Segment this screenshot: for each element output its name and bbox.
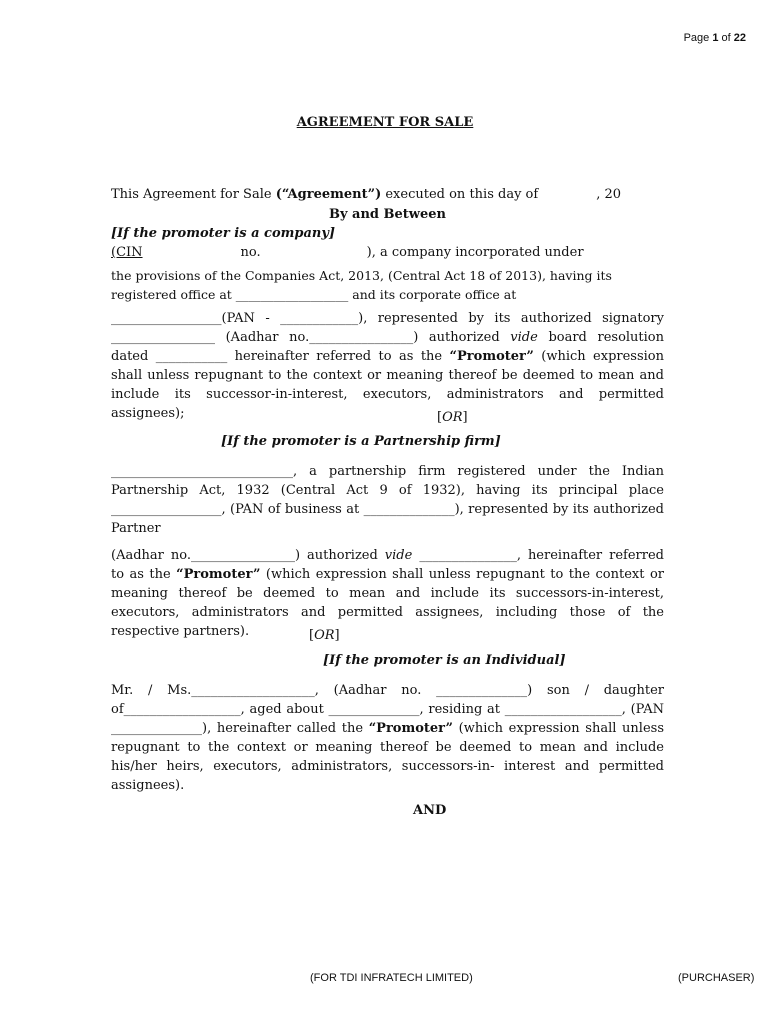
- and-separator: AND: [413, 803, 447, 818]
- or-separator-1: [OR]: [437, 410, 468, 425]
- individual-paragraph: Mr. / Ms.___________________, (Aadhar no. ______________) son / daughter of__________________, aged about ______________, residing at __________________, (PAN ______________), hereinafter called the “Promoter” (which expression shall unless repugnant to the context or meaning thereof be deemed to mean and include his/her heirs, executors, administrators, successors-in- interest and permitted assignees).: [111, 683, 664, 793]
- by-and-between: By and Between: [328, 207, 446, 222]
- footer-promoter-sign: (FOR TDI INFRATECH LIMITED): [310, 972, 473, 984]
- partnership-heading: [If the promoter is a Partnership firm]: [221, 434, 501, 449]
- individual-heading: [If the promoter is an Individual]: [323, 653, 566, 668]
- or-separator-2: [OR]: [309, 628, 340, 643]
- document-title: AGREEMENT FOR SALE: [296, 115, 474, 130]
- company-heading: [If the promoter is a company]: [111, 226, 336, 241]
- page-current: 1: [712, 32, 719, 44]
- footer-purchaser-sign: (PURCHASER): [678, 972, 755, 984]
- company-provisions: the provisions of the Companies Act, 2013, (Central Act 18 of 2013), having its registered office at __________________ and its corporate office at: [111, 268, 612, 302]
- partnership-paragraph-1: ____________________________, a partnership firm registered under the Indian Partnership Act, 1932 (Central Act 9 of 1932), having its principal place _________________, (PAN of business at ______________), represented by its authorized Partner: [111, 464, 664, 536]
- page-number: Page 1 of 22: [683, 32, 746, 44]
- intro-line: This Agreement for Sale (“Agreement”) executed on this day of , 20: [111, 187, 621, 202]
- partnership-paragraph-2: (Aadhar no.________________) authorized vide _______________, hereinafter referred to as the “Promoter” (which expression shall unless repugnant to the context or meaning thereof be deemed to mean and include its successors-in-interest, executors, administrators and permitted assignees, including those of the respective partners).: [111, 548, 664, 639]
- page-total: 22: [733, 32, 746, 44]
- company-cin-line: (CIN no. ), a company incorporated under: [111, 245, 584, 260]
- company-paragraph: _________________(PAN - ____________), represented by its authorized signatory ________________ (Aadhar no.________________) authorized vide board resolution dated ___________ hereinafter referred to as the “Promoter” (which expression shall unless repugnant to the context or meaning thereof be deemed to mean and include its successor-in-interest, executors, administrators and permitted assignees);: [111, 311, 665, 421]
